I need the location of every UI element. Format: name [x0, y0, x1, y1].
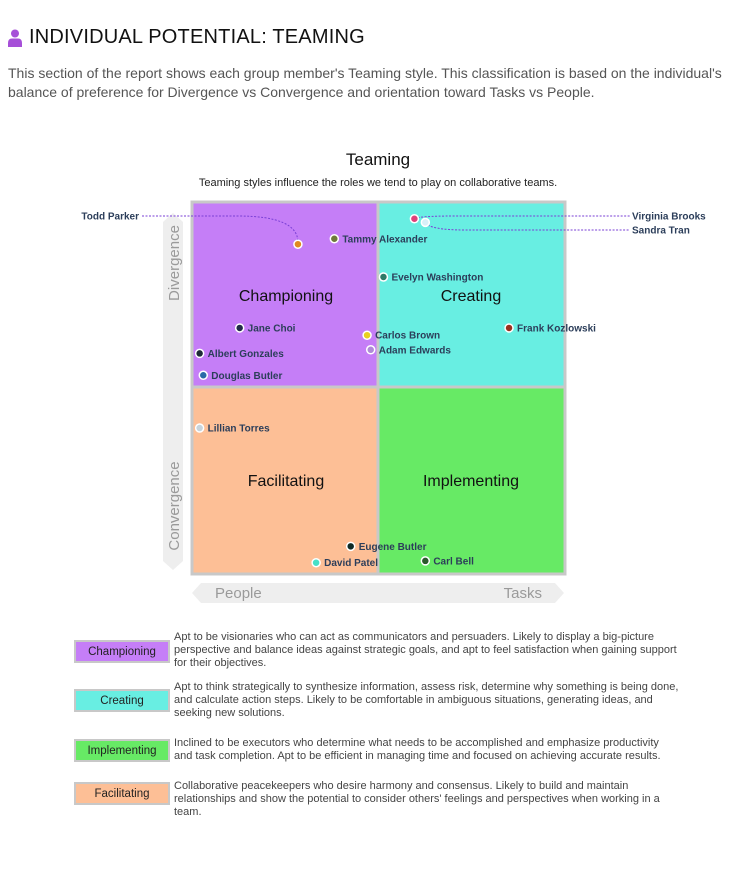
legend-swatch-championing: Championing: [74, 640, 170, 663]
point-label-sandra-tran: Sandra Tran: [632, 225, 690, 237]
legend-description-implementing: Inclined to be executors who determine what needs to be accomplished and emphasize productivity and task completion. Apt to be efficient in managing time and focused on achieving accurate results.: [174, 737, 661, 762]
point-jane-choi[interactable]: [236, 324, 244, 332]
point-carl-bell[interactable]: [421, 557, 429, 565]
section-title: INDIVIDUAL POTENTIAL: TEAMING: [29, 26, 365, 48]
section-intro: This section of the report shows each group member's Teaming style. This classification is based on the individual's balance of preference for Divergence vs Convergence and orientation toward Tasks vs People.: [8, 65, 722, 100]
quadrant-label-championing: Championing: [238, 288, 334, 305]
point-david-patel[interactable]: [312, 559, 320, 567]
y-axis-bottom-label: Convergence: [166, 461, 183, 551]
point-label-david-patel: David Patel: [324, 558, 379, 570]
point-label-evelyn-washington: Evelyn Washington: [391, 272, 484, 284]
chart-title: Teaming: [345, 150, 411, 169]
point-label-frank-kozlowski: Frank Kozlowski: [517, 323, 596, 335]
point-sandra-tran[interactable]: [421, 218, 429, 226]
quadrant-label-implementing: Implementing: [422, 473, 520, 490]
legend-row-creating: [74, 681, 679, 719]
x-axis-right-label: Tasks: [503, 585, 542, 602]
point-label-virginia-brooks: Virginia Brooks: [632, 211, 706, 223]
point-label-jane-choi: Jane Choi: [247, 323, 296, 335]
point-label-eugene-butler: Eugene Butler: [358, 541, 427, 553]
point-label-carl-bell: Carl Bell: [433, 556, 474, 568]
point-frank-kozlowski[interactable]: [505, 324, 513, 332]
legend-row-implementing: [74, 737, 661, 762]
legend-swatch-creating: Creating: [74, 689, 170, 712]
legend-swatch-implementing: Implementing: [74, 739, 170, 762]
point-albert-gonzales[interactable]: [196, 349, 204, 357]
point-douglas-butler[interactable]: [199, 371, 207, 379]
point-tammy-alexander[interactable]: [330, 235, 338, 243]
y-axis-top-label: Divergence: [166, 225, 183, 301]
legend-row-championing: [74, 631, 677, 669]
legend-row-facilitating: [74, 780, 660, 818]
legend-description-creating: Apt to think strategically to synthesize information, assess risk, determine why something is being done, and calculate action steps. Likely to be comfortable in ambiguous situations, generating ideas, and seeking new solutions.: [174, 681, 679, 719]
point-todd-parker[interactable]: [294, 240, 302, 248]
chart-subtitle: Teaming styles influence the roles we tend to play on collaborative teams.: [198, 177, 558, 189]
quadrant-label-creating: Creating: [440, 288, 502, 305]
point-label-tammy-alexander: Tammy Alexander: [342, 234, 428, 246]
point-label-carlos-brown: Carlos Brown: [375, 330, 441, 342]
point-lillian-torres[interactable]: [196, 424, 204, 432]
point-label-adam-edwards: Adam Edwards: [378, 345, 451, 357]
legend-swatch-facilitating: Facilitating: [74, 782, 170, 805]
x-axis-left-label: People: [215, 585, 262, 602]
point-label-albert-gonzales: Albert Gonzales: [207, 348, 284, 360]
point-label-douglas-butler: Douglas Butler: [211, 370, 283, 382]
quadrant-label-facilitating: Facilitating: [247, 473, 325, 490]
legend-description-facilitating: Collaborative peacekeepers who desire harmony and consensus. Likely to build and maintain relationships and show the potential to consider others' feelings and perspectives when working in a team.: [174, 780, 660, 818]
point-carlos-brown[interactable]: [363, 331, 371, 339]
point-adam-edwards[interactable]: [367, 346, 375, 354]
point-virginia-brooks[interactable]: [410, 215, 418, 223]
point-label-lillian-torres: Lillian Torres: [207, 423, 270, 435]
point-eugene-butler[interactable]: [347, 542, 355, 550]
legend-description-championing: Apt to be visionaries who can act as communicators and persuaders. Likely to display a big-picture perspective and balance ideas against strategic goals, and apt to feel satisfaction when gaining support for their objectives.: [174, 631, 677, 669]
point-evelyn-washington[interactable]: [379, 273, 387, 281]
point-label-todd-parker: Todd Parker: [81, 211, 139, 223]
